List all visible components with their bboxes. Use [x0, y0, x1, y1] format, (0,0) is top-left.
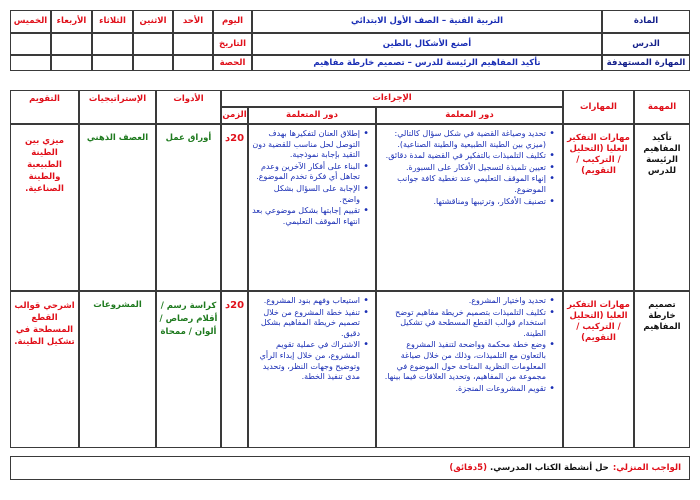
- list-item: • تحديد وصياغة القضية في شكل سؤال كالتالي: (ميزي بين الطينة الطبيعية والطينة الصناعية).: [380, 129, 546, 150]
- list-item: • تصنيف الأفكار، وترتيبها ومناقشتها.: [380, 197, 546, 208]
- row1-skills-cell: [563, 124, 634, 291]
- date-cell: [92, 33, 133, 55]
- period-cell: [51, 55, 92, 71]
- list-item: • البناء على أفكار الآخرين وعدم تجاهل أي فكرة تخدم الموضوع.: [252, 162, 360, 183]
- row1-assessment-cell: [10, 124, 79, 291]
- row2-strategy: المشروعات: [93, 300, 142, 310]
- header-assessment: التقويم: [10, 90, 79, 124]
- header-procedures: الإجراءات: [221, 90, 563, 107]
- row1-task-cell: [634, 124, 690, 291]
- list-item: • تكليف التلميذات بتصميم خريطة مفاهيم توضح استخدام قوالب القطع المسطحة في تشكيل الطينة.: [380, 308, 546, 340]
- row2-teacher-cell: [376, 291, 563, 448]
- date-cell: [173, 33, 213, 55]
- row1-time-cell: [221, 124, 248, 291]
- date-cell: [10, 33, 51, 55]
- row2-student-cell: [248, 291, 376, 448]
- period-cell: [133, 55, 173, 71]
- date-cell: [133, 33, 173, 55]
- row2-assessment-cell: [10, 291, 79, 448]
- row2-skills: مهارات التفكير العليا (التحليل / التركيب / التقويم): [567, 300, 630, 343]
- homework-label: الواجب المنزلي:: [612, 462, 681, 473]
- header-student-role: دور المتعلمة: [248, 107, 376, 124]
- row1-strategy: العصف الذهني: [86, 133, 149, 143]
- row1-tools: أوراق عمل: [165, 133, 212, 143]
- row2-skills-cell: [563, 291, 634, 448]
- header-teacher-role: دور المعلمة: [376, 107, 563, 124]
- header-task: المهمة: [634, 90, 690, 124]
- list-item: • تقويم المشروعات المنجزة.: [380, 384, 546, 395]
- subject-label: المادة: [602, 10, 690, 33]
- list-item: • تقييم إجابتها بشكل موضوعي بعد انتهاء الموقف التعليمي.: [252, 206, 360, 227]
- list-item: • الاشتراك في عملية تقويم المشروع، من خلال إبداء الرأي وتوضيح وجهات النظر، وتحديد مدى تنفيذ الخطة.: [252, 340, 360, 382]
- row1-student-cell: [248, 124, 376, 291]
- skill-value: تأكيد المفاهيم الرئيسة للدرس – تصميم خارطة مفاهيم: [252, 55, 602, 71]
- list-item: • إطلاق العنان لتفكيرها بهدف التوصل لحل مناسب للقضية دون التقيد بإجابة نموذجية.: [252, 129, 360, 161]
- homework-row: [10, 456, 690, 480]
- row2-task: تصميم خارطة المفاهيم: [643, 300, 681, 332]
- period-cell: [92, 55, 133, 71]
- row2-time-cell: [221, 291, 248, 448]
- header-strategies: الإستراتيجيات: [79, 90, 156, 124]
- row1-student-list: [252, 129, 372, 227]
- days-grid: [10, 10, 213, 71]
- day-thursday: الخميس: [10, 10, 51, 33]
- period-cell: [10, 55, 51, 71]
- period-cell: [173, 55, 213, 71]
- list-item: • إنهاء الموقف التعليمي عند تغطية كافة جوانب الموضوع.: [380, 174, 546, 195]
- row2-student-list: [252, 296, 372, 383]
- row1-teacher-list: [380, 129, 558, 207]
- row1-skills: مهارات التفكير العليا (التحليل / التركيب / التقويم): [567, 133, 630, 176]
- row1-teacher-cell: [376, 124, 563, 291]
- list-item: • استيعاب وفهم بنود المشروع.: [252, 296, 360, 307]
- header-skills: المهارات: [563, 90, 634, 124]
- row2-task-cell: [634, 291, 690, 448]
- date-label: التاريخ: [213, 33, 252, 55]
- day-tuesday: الثلاثاء: [92, 10, 133, 33]
- list-item: • الإجابة على السؤال بشكل واضح.: [252, 184, 360, 205]
- row1-task: تأكيد المفاهيم الرئيسة للدرس: [643, 133, 681, 176]
- day-sunday: الأحد: [173, 10, 213, 33]
- row1-time: 20د: [224, 133, 245, 144]
- row2-tools-cell: [156, 291, 221, 448]
- row1-tools-cell: [156, 124, 221, 291]
- list-item: • تنفيذ خطة المشروع من خلال تصميم خريطة المفاهيم بشكل دقيق.: [252, 308, 360, 340]
- spacer-row: [10, 436, 690, 448]
- homework-time: (5دقائق): [449, 462, 487, 473]
- row2-tools: كراسة رسم / أقلام رصاص / ألوان / ممحاة: [159, 301, 218, 337]
- list-item: • تعيين تلميذة لتسجيل الأفكار على السبورة.: [380, 163, 546, 174]
- subject-value: التربية الفنية – الصف الأول الابتدائي: [252, 10, 602, 33]
- list-item: • وضع خطة محكمة وواضحة لتنفيذ المشروع بالتعاون مع التلميذات، وذلك من خلال صياغة المعلومات النظرية المتاحة حول الموضوع في مجموعة من المفاهيم، وتحديد العلاقات فيما بينها.: [380, 340, 546, 382]
- row2-time: 20د: [224, 300, 245, 311]
- homework-text: حل أنشطة الكتاب المدرسي.: [489, 462, 609, 473]
- row2-strategy-cell: [79, 291, 156, 448]
- header-tools: الأدوات: [156, 90, 221, 124]
- date-cell: [51, 33, 92, 55]
- header-time: الزمن: [221, 107, 248, 124]
- lesson-label: الدرس: [602, 33, 690, 55]
- lesson-value: أصنع الأشكال بالطين: [252, 33, 602, 55]
- list-item: • تحديد واختيار المشروع.: [380, 296, 546, 307]
- row2-teacher-list: [380, 296, 558, 394]
- period-label: الحصة: [213, 55, 252, 71]
- day-monday: الاثنين: [133, 10, 173, 33]
- skill-label: المهارة المستهدفة: [602, 55, 690, 71]
- row1-assessment: ميزي بين الطينة الطبيعية والطينة الصناعية.: [24, 136, 65, 194]
- row1-strategy-cell: [79, 124, 156, 291]
- list-item: • تكليف التلميذات بالتفكير في القضية لمدة دقائق.: [380, 151, 546, 162]
- day-wednesday: الأربعاء: [51, 10, 92, 33]
- day-label: اليوم: [213, 10, 252, 33]
- row2-assessment: اشرحي قوالب القطع المسطحة في تشكيل الطينة.: [14, 301, 75, 347]
